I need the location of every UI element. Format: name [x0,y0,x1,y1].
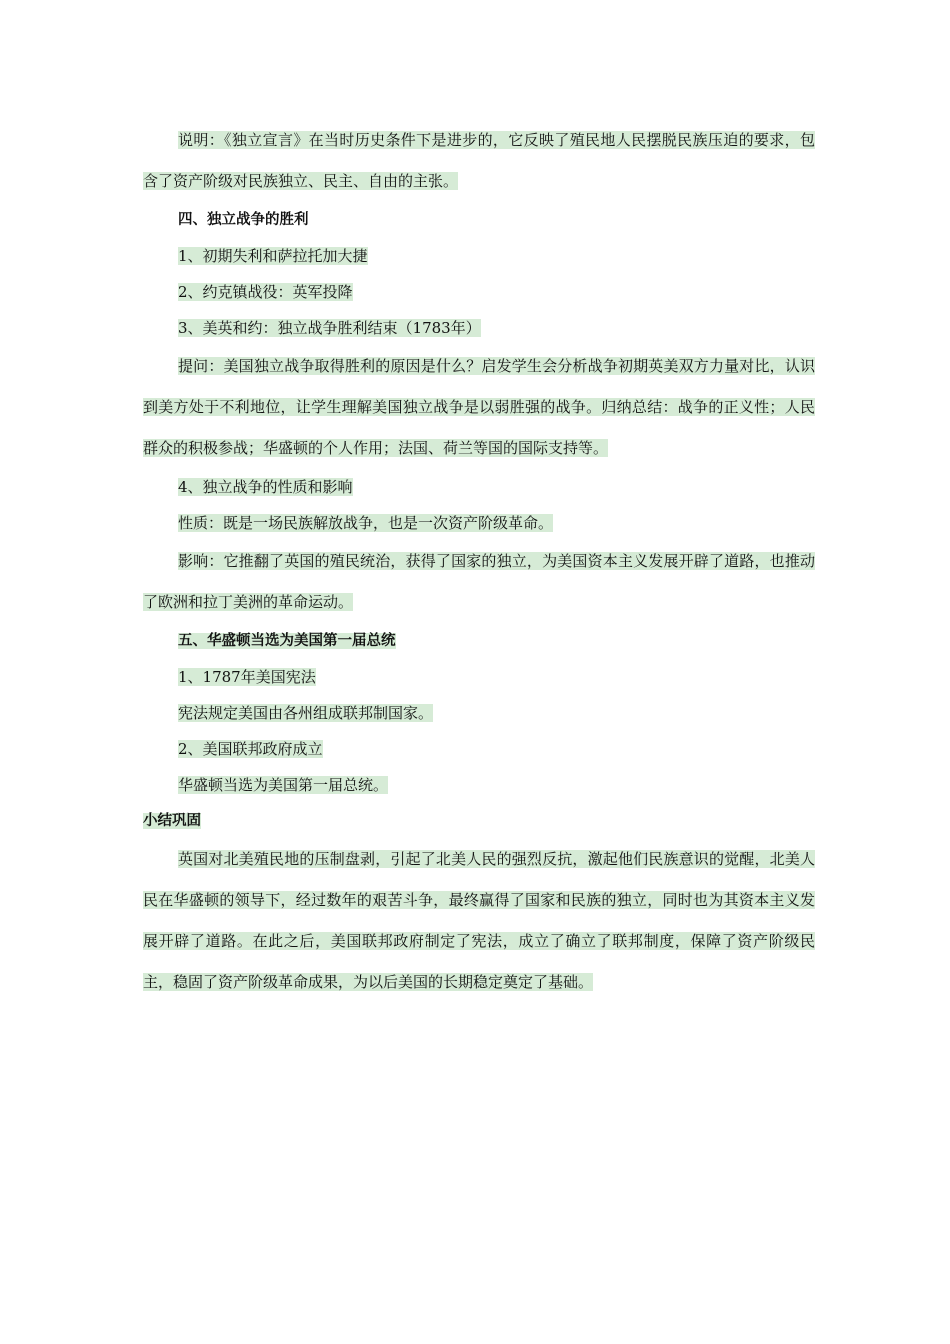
item-text: 2、美国联邦政府成立 [178,740,323,758]
list-item [143,505,815,541]
heading-text: 四、独立战争的胜利 [178,212,309,228]
section-heading-independence-war-victory [143,202,815,238]
paragraph-summary [143,839,815,1003]
heading-text: 五、华盛顿当选为美国第一届总统 [178,633,396,649]
item-text: 华盛顿当选为美国第一届总统。 [178,776,389,794]
list-item [143,469,815,505]
list-item [143,274,815,310]
item-text: 性质：既是一场民族解放战争，也是一次资产阶级革命。 [178,514,554,532]
section-heading-washington-president [143,623,815,659]
paragraph-influence [143,541,815,623]
paragraph-text: 说明：《独立宣言》在当时历史条件下是进步的，它反映了殖民地人民摆脱民族压迫的要求，包含了资产阶级对民族独立、民主、自由的主张。 [143,131,815,190]
document-body [143,120,815,1003]
list-item [143,731,815,767]
paragraph-question [143,346,815,469]
item-text: 2、约克镇战役：英军投降 [178,283,353,301]
section-heading-summary [143,803,815,839]
item-text: 1、1787年美国宪法 [178,668,316,686]
item-text: 宪法规定美国由各州组成联邦制国家。 [178,704,434,722]
paragraph-text: 提问：美国独立战争取得胜利的原因是什么？启发学生会分析战争初期英美双方力量对比，认识到美方处于不利地位，让学生理解美国独立战争是以弱胜强的战争。归纳总结：战争的正义性；人民群众的积极参战；华盛顿的个人作用；法国、荷兰等国的国际支持等。 [143,357,815,457]
list-item [143,310,815,346]
paragraph-declaration-note [143,120,815,202]
item-text: 3、美英和约：独立战争胜利结束（1783年） [178,319,481,337]
list-item [143,695,815,731]
paragraph-text: 影响：它推翻了英国的殖民统治，获得了国家的独立，为美国资本主义发展开辟了道路，也推动了欧洲和拉丁美洲的革命运动。 [143,552,815,611]
list-item [143,659,815,695]
list-item [143,767,815,803]
item-text: 1、初期失利和萨拉托加大捷 [178,247,368,265]
item-text: 4、独立战争的性质和影响 [178,478,353,496]
list-item [143,238,815,274]
heading-text: 小结巩固 [143,813,201,829]
paragraph-text: 英国对北美殖民地的压制盘剥，引起了北美人民的强烈反抗，激起他们民族意识的觉醒，北美人民在华盛顿的领导下，经过数年的艰苦斗争，最终赢得了国家和民族的独立，同时也为其资本主义发展开辟了道路。在此之后，美国联邦政府制定了宪法，成立了确立了联邦制度，保障了资产阶级民主，稳固了资产阶级革命成果，为以后美国的长期稳定奠定了基础。 [143,850,815,991]
